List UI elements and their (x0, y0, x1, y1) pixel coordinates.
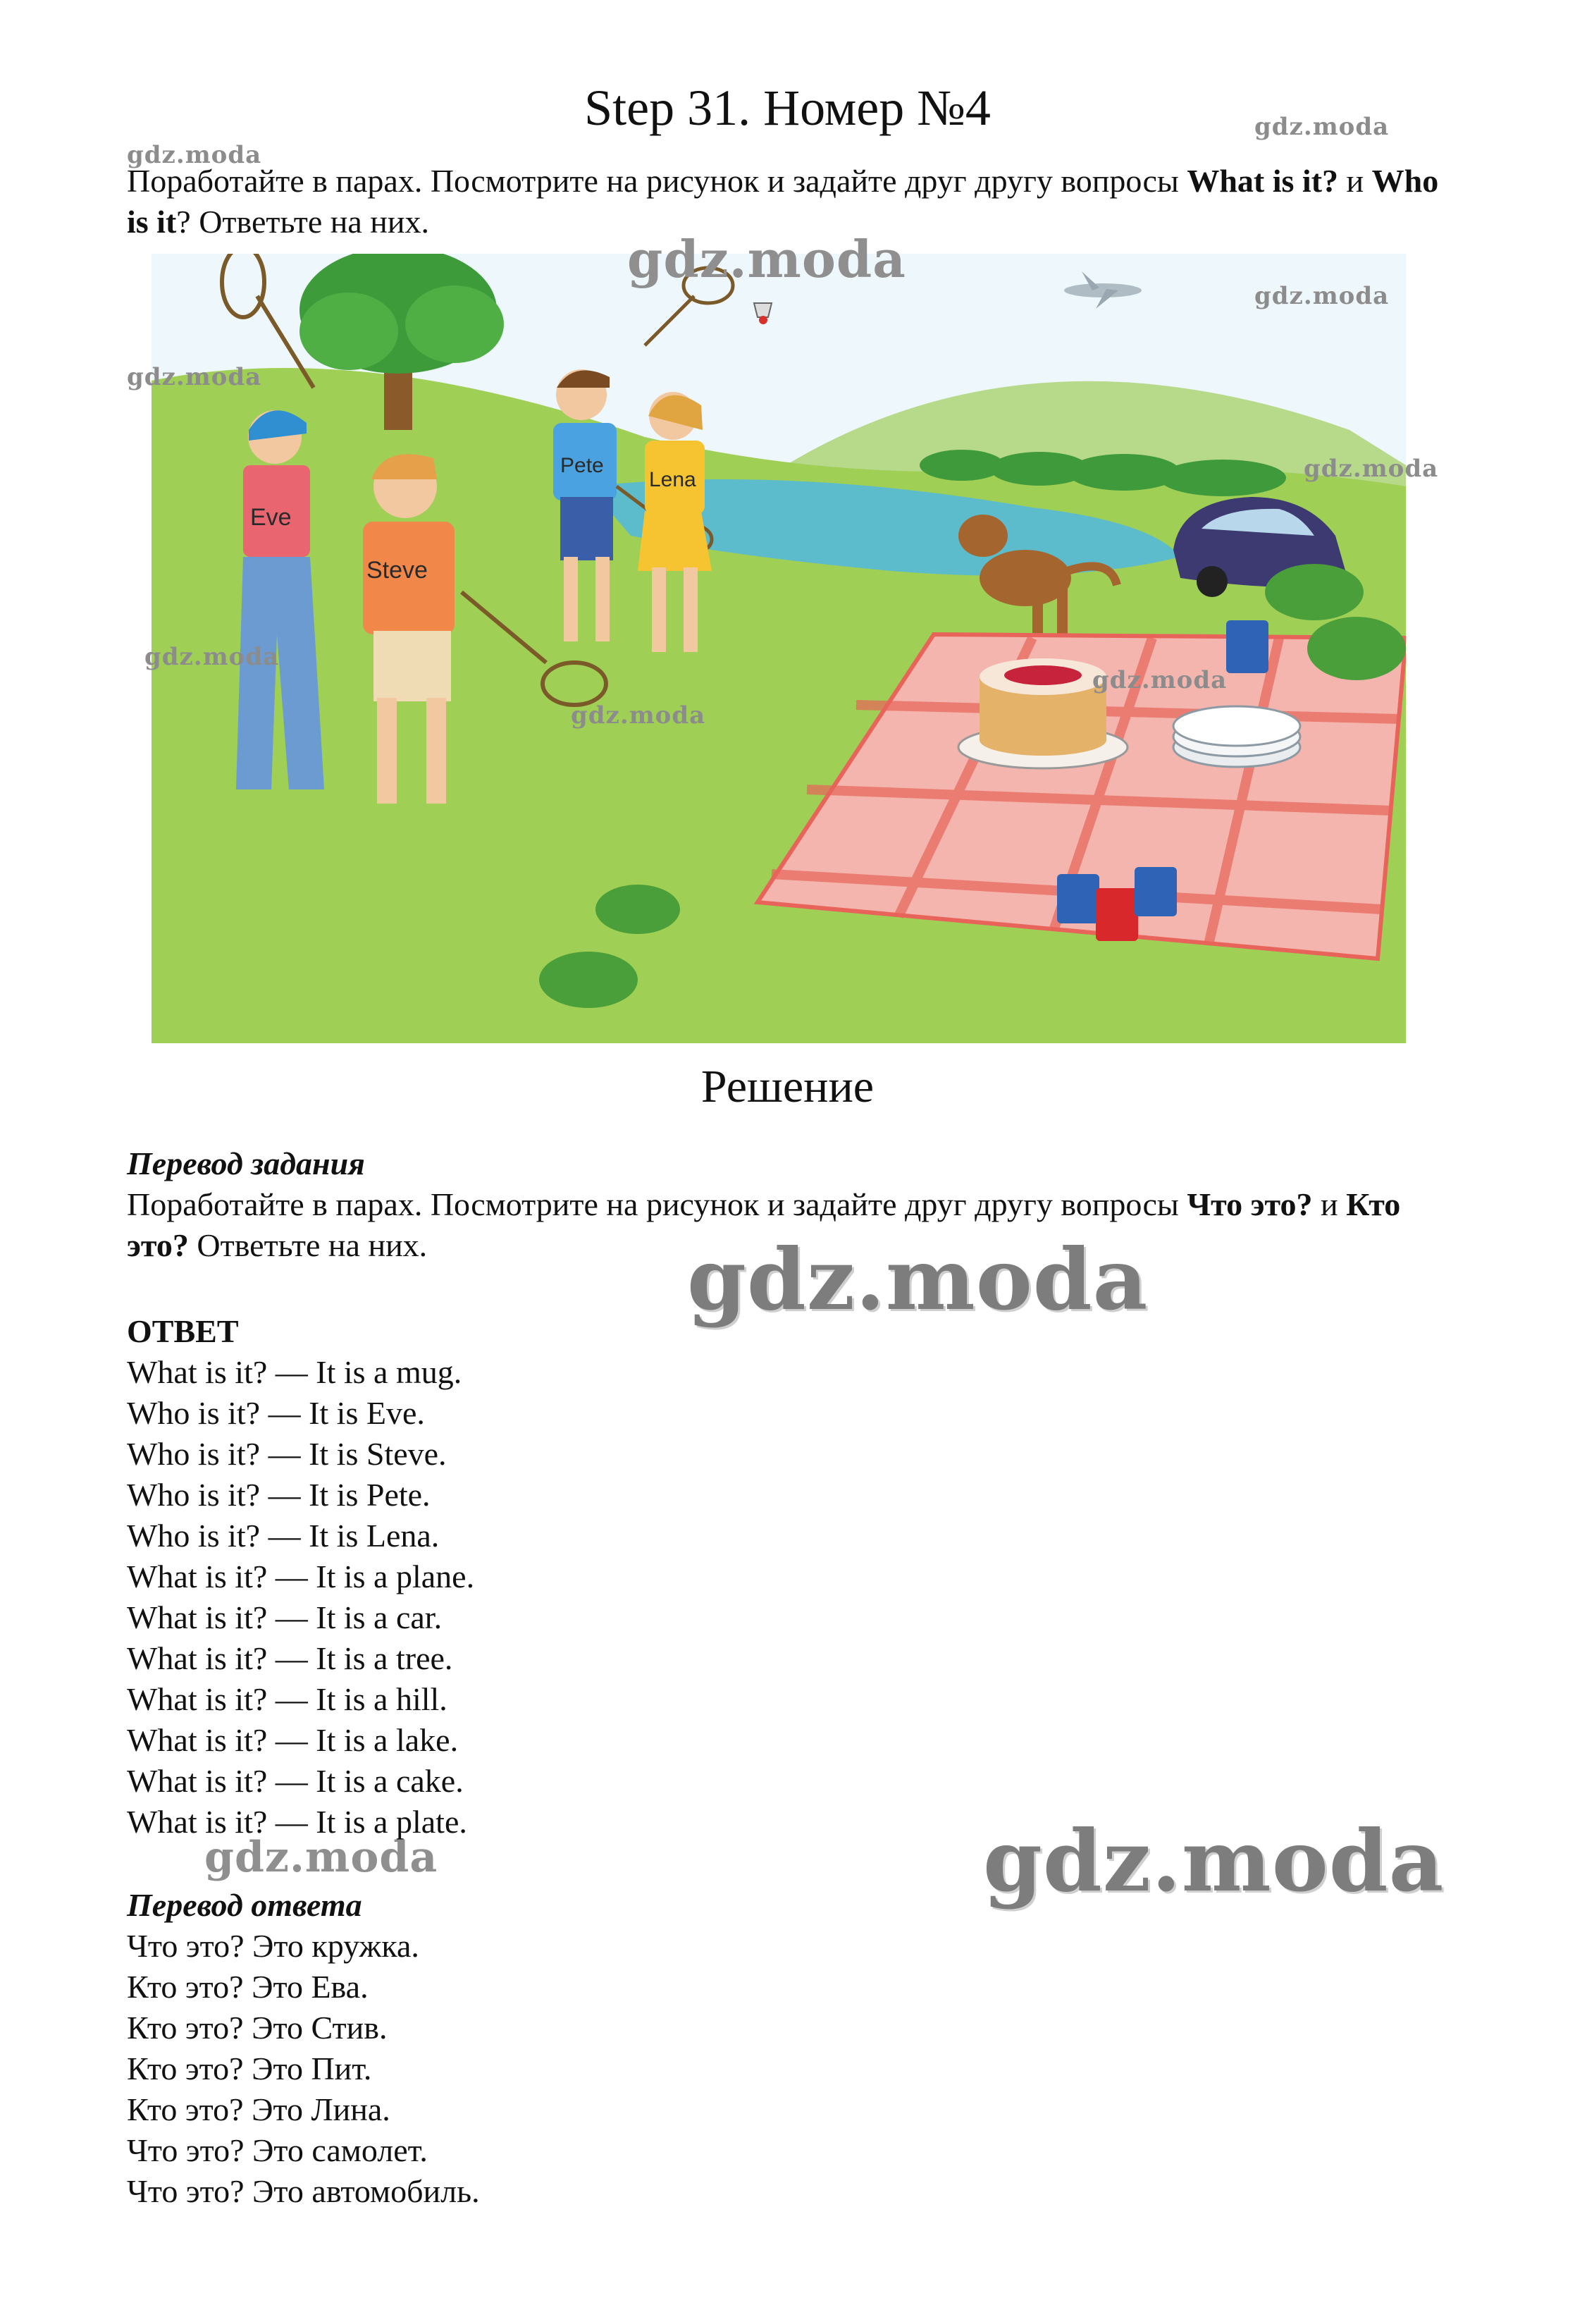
answer-translation-heading: Перевод ответа (127, 1887, 362, 1923)
eve-shirt-label: Eve (250, 504, 292, 531)
picnic-illustration (152, 254, 1406, 1043)
answer-translation-line: Кто это? Это Пит. (127, 2051, 372, 2086)
watermark: gdz.moda (204, 1833, 438, 1882)
answer-line: Who is it? — It is Lena. (127, 1518, 440, 1554)
watermark: gdz.moda (127, 141, 262, 169)
task-text: Поработайте в парах. Посмотрите на рисунок и задайте друг другу вопросы (127, 163, 1187, 199)
answer-line: Who is it? — It is Eve. (127, 1395, 425, 1431)
task-text-end: ? Ответьте на них. (176, 204, 430, 240)
watermark: gdz.moda (1304, 455, 1439, 483)
task-translation-conjunction: и (1312, 1186, 1347, 1222)
answer-translation-line: Что это? Это автомобиль. (127, 2173, 480, 2209)
answer-translation-line: Кто это? Это Стив. (127, 2010, 388, 2046)
answer-heading: ОТВЕТ (127, 1313, 239, 1349)
watermark: gdz.moda (1092, 666, 1228, 694)
watermark: gdz.moda (1254, 282, 1390, 310)
watermark: gdz.moda (1254, 113, 1390, 141)
answer-line: What is it? — It is a hill. (127, 1681, 447, 1717)
answer-line: Who is it? — It is Pete. (127, 1477, 431, 1513)
task-translation-end: Ответьте на них. (188, 1227, 428, 1263)
answer-line: What is it? — It is a tree. (127, 1640, 453, 1676)
lena-shirt-label: Lena (649, 468, 696, 491)
watermark: gdz.moda (627, 229, 906, 289)
answer-line: What is it? — It is a plate. (127, 1804, 467, 1840)
task-translation-text: Поработайте в парах. Посмотрите на рисунок и задайте друг другу вопросы (127, 1186, 1187, 1222)
answer-line: Who is it? — It is Steve. (127, 1436, 447, 1472)
answer-translation-line: Что это? Это самолет. (127, 2132, 428, 2168)
task-translation-who: Кто это? (127, 1186, 1401, 1263)
watermark: gdz.moda (983, 1812, 1445, 1911)
watermark: gdz.moda (571, 701, 706, 730)
page-title: Step 31. Номер №4 (584, 80, 991, 136)
answer-list (127, 1352, 474, 1843)
answer-translation-line: Что это? Это кружка. (127, 1928, 419, 1964)
answer-line: What is it? — It is a car. (127, 1599, 443, 1635)
task-question-what: What is it? (1187, 163, 1339, 199)
task-question-who: Who is it (127, 163, 1439, 240)
answer-line: What is it? — It is a mug. (127, 1354, 462, 1390)
solution-heading: Решение (700, 1061, 875, 1112)
answer-translation-list (127, 1926, 480, 2212)
plates (1173, 706, 1300, 767)
watermark: gdz.moda (687, 1230, 1149, 1329)
answer-line: What is it? — It is a cake. (127, 1763, 464, 1799)
answer-line: What is it? — It is a plane. (127, 1558, 475, 1594)
task-translation-what: Что это? (1187, 1186, 1313, 1222)
task-conjunction: и (1338, 163, 1372, 199)
answer-line: What is it? — It is a lake. (127, 1722, 459, 1758)
steve-shirt-label: Steve (366, 557, 428, 584)
pete-shirt-label: Pete (560, 454, 604, 477)
watermark: gdz.moda (144, 643, 280, 671)
watermark: gdz.moda (127, 363, 262, 391)
answer-translation-line: Кто это? Это Лина. (127, 2091, 390, 2127)
task-translation-heading: Перевод задания (127, 1145, 365, 1181)
answer-translation-line: Кто это? Это Ева. (127, 1969, 369, 2005)
